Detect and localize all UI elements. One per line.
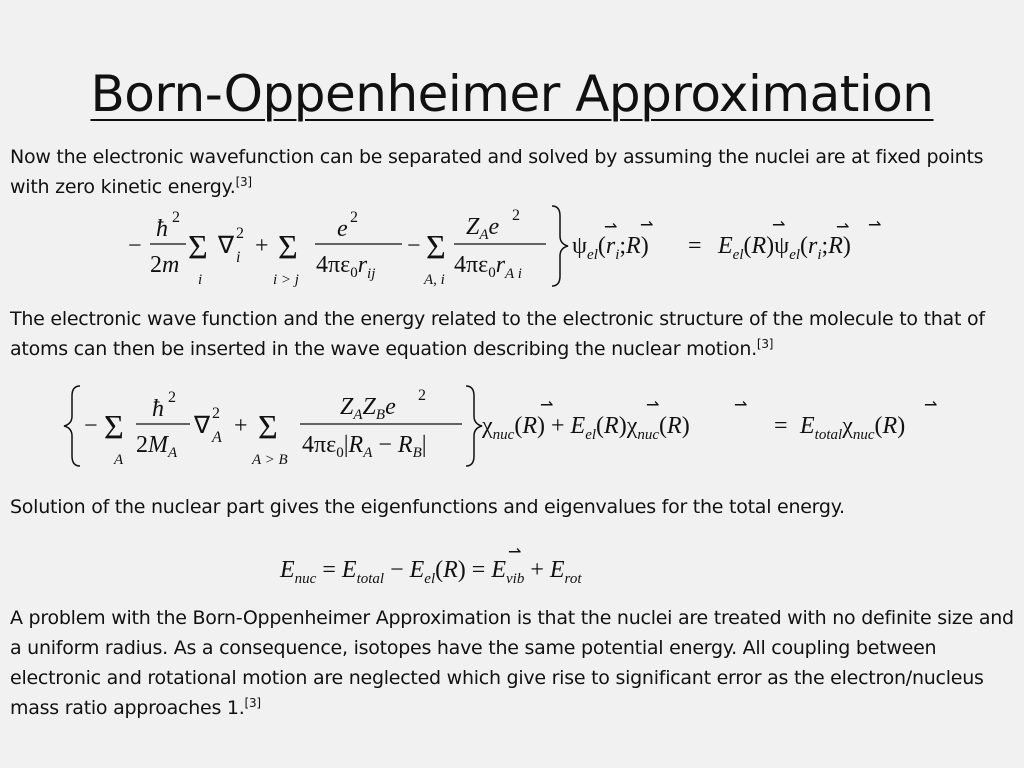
svg-text:⇀: ⇀ xyxy=(640,217,654,234)
svg-text:−: − xyxy=(84,413,98,439)
svg-text:ψel(ri;R): $\psi_{el}(r_i;R)$ xyxy=(572,233,649,263)
paragraph-electronic-wavefunction xyxy=(10,142,1015,202)
svg-text:i > j: i > j xyxy=(273,272,299,288)
svg-text:4πε0rij: $4\pi\varepsilon_0r_{ij}$ xyxy=(316,252,376,282)
svg-text:⇀: ⇀ xyxy=(924,397,938,414)
svg-text:Σ: Σ xyxy=(258,409,278,446)
svg-text:Eel(R)ψel(ri;R): $E_{el}(R)\psi_{el}(r_i;R)$ xyxy=(718,233,851,263)
svg-text:∇: ∇ xyxy=(218,233,235,259)
svg-text:Σ: Σ xyxy=(426,229,446,266)
svg-text:4πε0|RA − RB|: $4\pi\varepsilon_0|R_A - R_B|$ xyxy=(302,432,427,461)
svg-text:ħ: ħ xyxy=(152,396,164,422)
svg-text:ZAZBe: $Z_AZ_Be$ xyxy=(340,394,396,423)
svg-text:A: A xyxy=(212,429,222,446)
citation-ref: [3] xyxy=(756,337,774,351)
svg-text:Etotalχnuc(R): $E_{total}\chi_{nuc}(R)$ xyxy=(800,413,906,443)
svg-text:Σ: Σ xyxy=(278,229,298,266)
svg-text:−: − xyxy=(128,233,142,259)
svg-text:A > B: A > B xyxy=(252,452,288,468)
paragraph-limitations xyxy=(10,603,1015,723)
svg-text:⇀: ⇀ xyxy=(540,397,554,414)
citation-ref: [3] xyxy=(244,696,261,710)
citation-ref: [3] xyxy=(235,175,252,189)
slide-title-text: Born-Oppenheimer Approximation xyxy=(90,65,934,123)
equation-energy xyxy=(278,545,708,590)
paragraph-nuclear-motion xyxy=(10,304,1015,364)
svg-text:+: + xyxy=(255,233,269,259)
paragraph-text: A problem with the Born-Oppenheimer Approximation is that the nuclei are treated with no definite size and a uniform radius. As a consequence, isotopes have the same potential energy. All coupling between electronic and rotational motion are neglected which give rise to significant error as the electron/nucleus mass ratio approaches 1. xyxy=(10,607,1014,719)
svg-text:2: 2 xyxy=(236,225,244,242)
svg-text:Enuc = Etotal − Eel(R) = E: $E_{nuc} = E_{total} - E_{el}(R) = E_{vib} + E_{rot}$ xyxy=(280,557,582,587)
equation-nuclear xyxy=(62,380,962,475)
svg-text:⇀: ⇀ xyxy=(734,397,748,414)
svg-text:e: e xyxy=(337,216,348,242)
svg-text:−: − xyxy=(407,233,421,259)
svg-text:2: 2 xyxy=(172,209,180,226)
svg-text:ħ: ħ xyxy=(156,216,168,242)
svg-text:2: 2 xyxy=(212,405,220,422)
svg-text:A: A xyxy=(114,452,124,468)
svg-text:=: = xyxy=(688,233,702,259)
svg-text:⇀: ⇀ xyxy=(508,545,522,561)
svg-text:2m: 2m xyxy=(150,252,180,278)
svg-text:2MA: $2M_A$ xyxy=(136,432,178,461)
svg-text:Σ: Σ xyxy=(188,229,208,266)
svg-text:⇀: ⇀ xyxy=(604,219,618,236)
svg-text:⇀: ⇀ xyxy=(772,217,786,234)
svg-text:A, i: A, i xyxy=(424,272,445,288)
svg-text:i: i xyxy=(236,249,241,266)
svg-text:2: 2 xyxy=(350,209,358,226)
paragraph-text: The electronic wave function and the energy related to the electronic structure of the molecule to that of atoms can then be inserted in the wave equation describing the nuclear motion. xyxy=(10,308,985,360)
svg-text:χnuc(R) + Eel(R)χnuc(R): $\chi_{nuc}(R) + E_{el}(R)\chi_{nuc}(R)$ xyxy=(482,413,690,443)
slide-title xyxy=(0,62,1024,126)
equation-electronic xyxy=(120,200,900,295)
svg-text:2: 2 xyxy=(512,207,520,224)
svg-text:=: = xyxy=(774,413,788,439)
svg-text:2: 2 xyxy=(168,389,176,406)
svg-text:⇀: ⇀ xyxy=(868,217,882,234)
paragraph-text: Now the electronic wavefunction can be separated and solved by assuming the nuclei are at fixed points with zero kinetic energy. xyxy=(10,146,984,198)
svg-text:4πε0rA i: $4\pi\varepsilon_0r_{A i}$ xyxy=(454,252,522,282)
svg-text:+: + xyxy=(234,413,248,439)
svg-text:2: 2 xyxy=(418,387,426,404)
svg-text:∇: ∇ xyxy=(194,413,211,439)
paragraph-text: Solution of the nuclear part gives the eigenfunctions and eigenvalues for the total energy. xyxy=(10,496,845,518)
svg-text:i: i xyxy=(198,272,203,288)
svg-text:⇀: ⇀ xyxy=(646,397,660,414)
paragraph-nuclear-solution xyxy=(10,492,1015,522)
svg-text:Σ: Σ xyxy=(104,409,124,446)
svg-text:⇀: ⇀ xyxy=(836,219,850,236)
svg-text:ZAe: $Z_Ae$ xyxy=(466,214,500,243)
